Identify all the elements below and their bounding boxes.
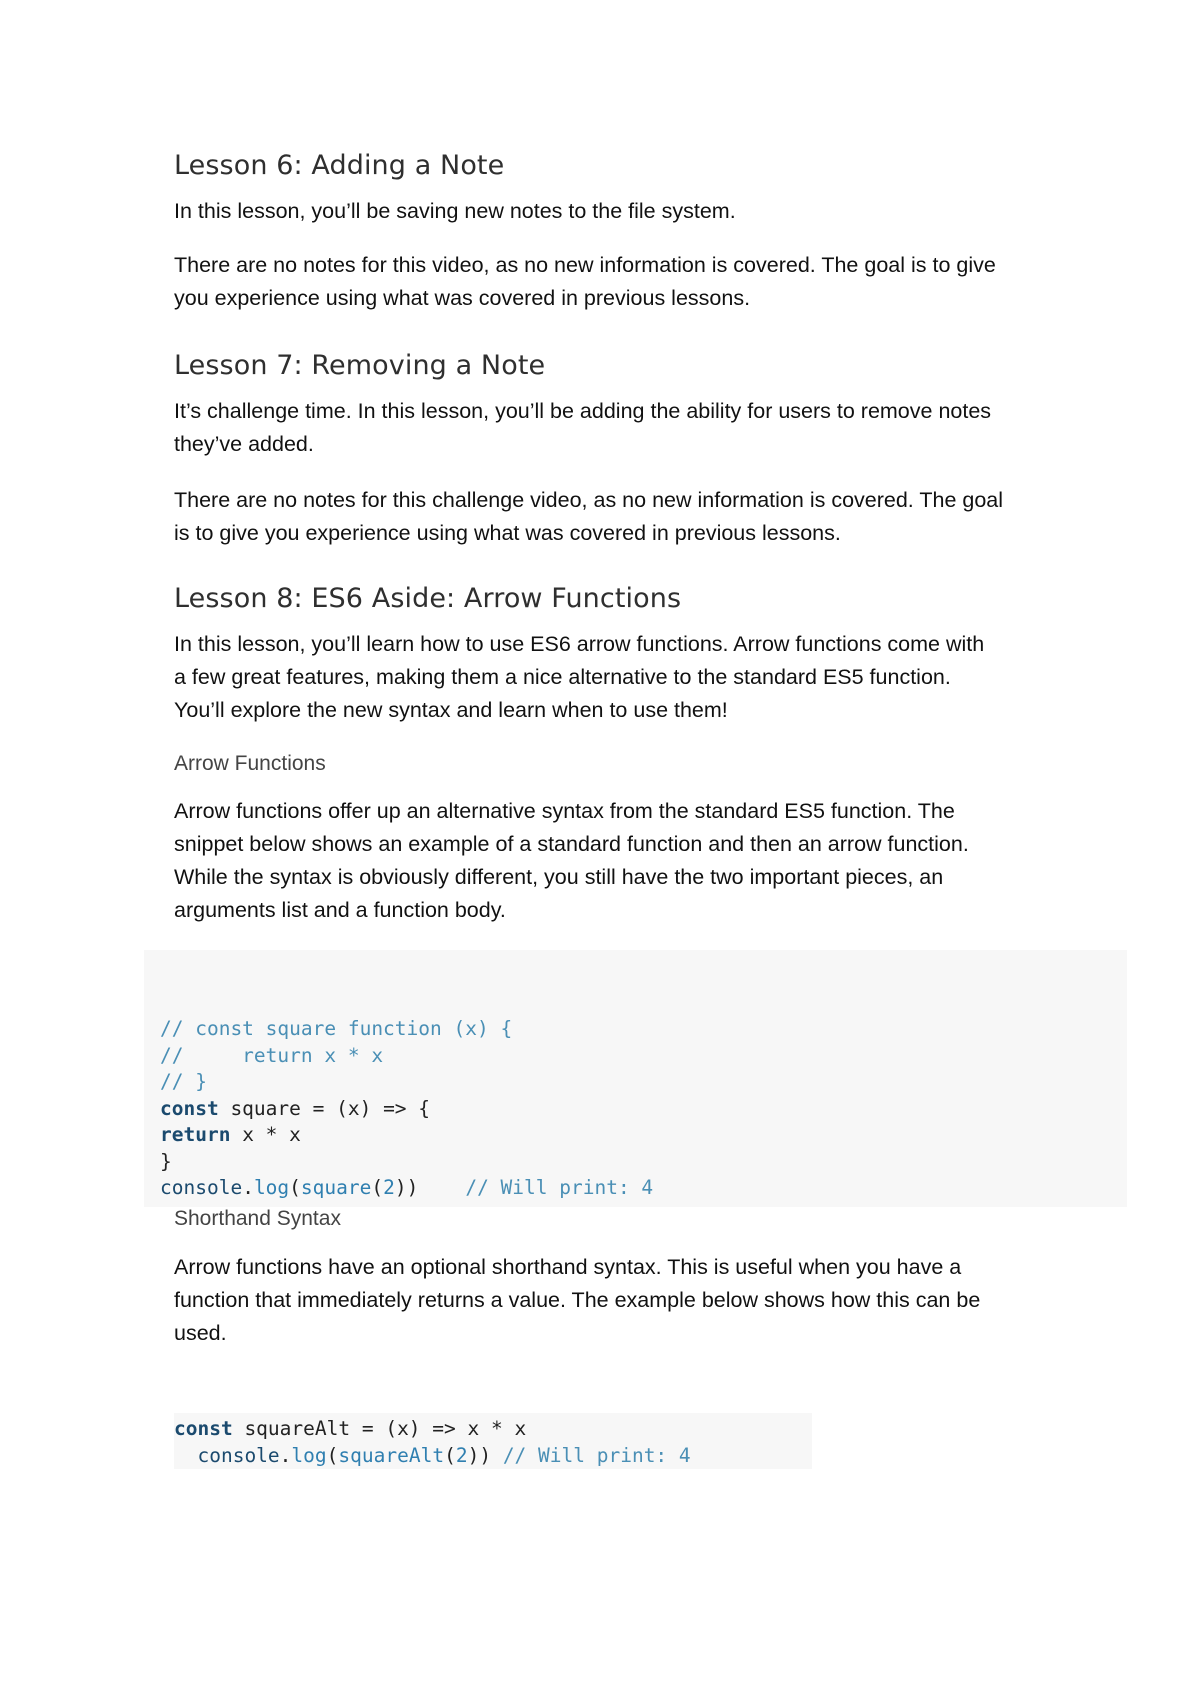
- code-console: console: [160, 1176, 243, 1199]
- lesson8-heading: Lesson 8: ES6 Aside: Arrow Functions: [174, 583, 682, 614]
- subheading-arrow-functions: Arrow Functions: [174, 752, 326, 775]
- lesson8-para1-line3: You’ll explore the new syntax and learn when to use them!: [174, 698, 728, 722]
- lesson6-paragraph-1: [174, 195, 1034, 228]
- code-dot: .: [242, 1176, 254, 1199]
- subheading-shorthand-syntax: Shorthand Syntax: [174, 1207, 341, 1230]
- code-snippet-shorthand: [174, 1416, 691, 1469]
- lesson6-para1-text: In this lesson, you’ll be saving new notes to the file system.: [174, 199, 736, 223]
- lesson7-paragraph-1: [174, 395, 1034, 461]
- code-line-4-rest: square = (x) => {: [218, 1096, 431, 1120]
- lesson6-para2-line1: There are no notes for this video, as no new information is covered. The goal is to give: [174, 253, 996, 277]
- code-paren-close: )): [394, 1176, 419, 1199]
- code2-keyword-const: const: [174, 1417, 233, 1440]
- code-snippet-arrow-function: [160, 1016, 653, 1202]
- code-number: 2: [383, 1176, 395, 1199]
- lesson8-para2-line4: arguments list and a function body.: [174, 898, 506, 922]
- code-keyword-return: return: [160, 1123, 231, 1146]
- lesson6-para2-line2: you experience using what was covered in previous lessons.: [174, 286, 751, 310]
- code2-indent: [174, 1444, 197, 1467]
- lesson6-heading: Lesson 6: Adding a Note: [174, 150, 505, 181]
- lesson6-paragraph-2: [174, 249, 1034, 315]
- code-keyword-const: const: [160, 1096, 219, 1120]
- code-paren-open: (: [289, 1176, 301, 1199]
- code-paren-open-2: (: [371, 1176, 384, 1199]
- code2-comment-print: // Will print: 4: [502, 1443, 691, 1467]
- code-line-6: }: [160, 1149, 172, 1173]
- code-line-3: // }: [160, 1070, 207, 1093]
- code2-paren-open-2: (: [444, 1443, 456, 1467]
- code2-log: log: [291, 1443, 327, 1467]
- lesson8-paragraph-3: [174, 1251, 1034, 1350]
- lesson8-para3-line1: Arrow functions have an optional shorthand syntax. This is useful when you have a: [174, 1255, 962, 1279]
- lesson7-para2-line2: is to give you experience using what was covered in previous lessons.: [174, 521, 841, 545]
- lesson8-para1-line1: In this lesson, you’ll learn how to use ES6 arrow functions. Arrow functions come with: [174, 632, 985, 656]
- lesson8-paragraph-2: [174, 795, 1034, 927]
- code2-squarealt-call: squareAlt: [338, 1443, 445, 1467]
- code2-number: 2: [455, 1443, 468, 1467]
- lesson7-para1-line1: It’s challenge time. In this lesson, you’ll be adding the ability for users to remove notes: [174, 399, 992, 423]
- code2-paren-close: )): [467, 1443, 503, 1467]
- code2-line-1-rest: squareAlt = (x) => x * x: [232, 1417, 527, 1440]
- code-log: log: [253, 1176, 290, 1199]
- lesson8-para3-line3: used.: [174, 1321, 227, 1345]
- lesson7-paragraph-2: [174, 484, 1034, 550]
- lesson8-paragraph-1: [174, 628, 1034, 727]
- code-line-5-rest: x * x: [230, 1123, 301, 1146]
- code-line-1: // const square function (x) {: [160, 1017, 513, 1040]
- code2-console: console: [197, 1443, 280, 1467]
- lesson8-para2-line2: snippet below shows an example of a standard function and then an arrow function.: [174, 832, 969, 856]
- lesson8-para2-line1: Arrow functions offer up an alternative syntax from the standard ES5 function. The: [174, 799, 955, 823]
- code2-dot: .: [279, 1443, 292, 1467]
- lesson8-para1-line2: a few great features, making them a nice alternative to the standard ES5 function.: [174, 665, 951, 689]
- lesson8-para3-line2: function that immediately returns a value. The example below shows how this can be: [174, 1288, 981, 1312]
- lesson8-para2-line3: While the syntax is obviously different, you still have the two important pieces, an: [174, 865, 944, 889]
- code-comment-print: // Will print: 4: [465, 1176, 654, 1199]
- lesson7-para2-line1: There are no notes for this challenge video, as no new information is covered. The goal: [174, 488, 1004, 512]
- lesson7-para1-line2: they’ve added.: [174, 432, 314, 456]
- code2-paren-open: (: [326, 1443, 339, 1467]
- code-square-call: square: [300, 1176, 372, 1199]
- code-gap: [418, 1176, 465, 1199]
- code-line-2: // return x * x: [160, 1043, 384, 1067]
- lesson7-heading: Lesson 7: Removing a Note: [174, 350, 546, 381]
